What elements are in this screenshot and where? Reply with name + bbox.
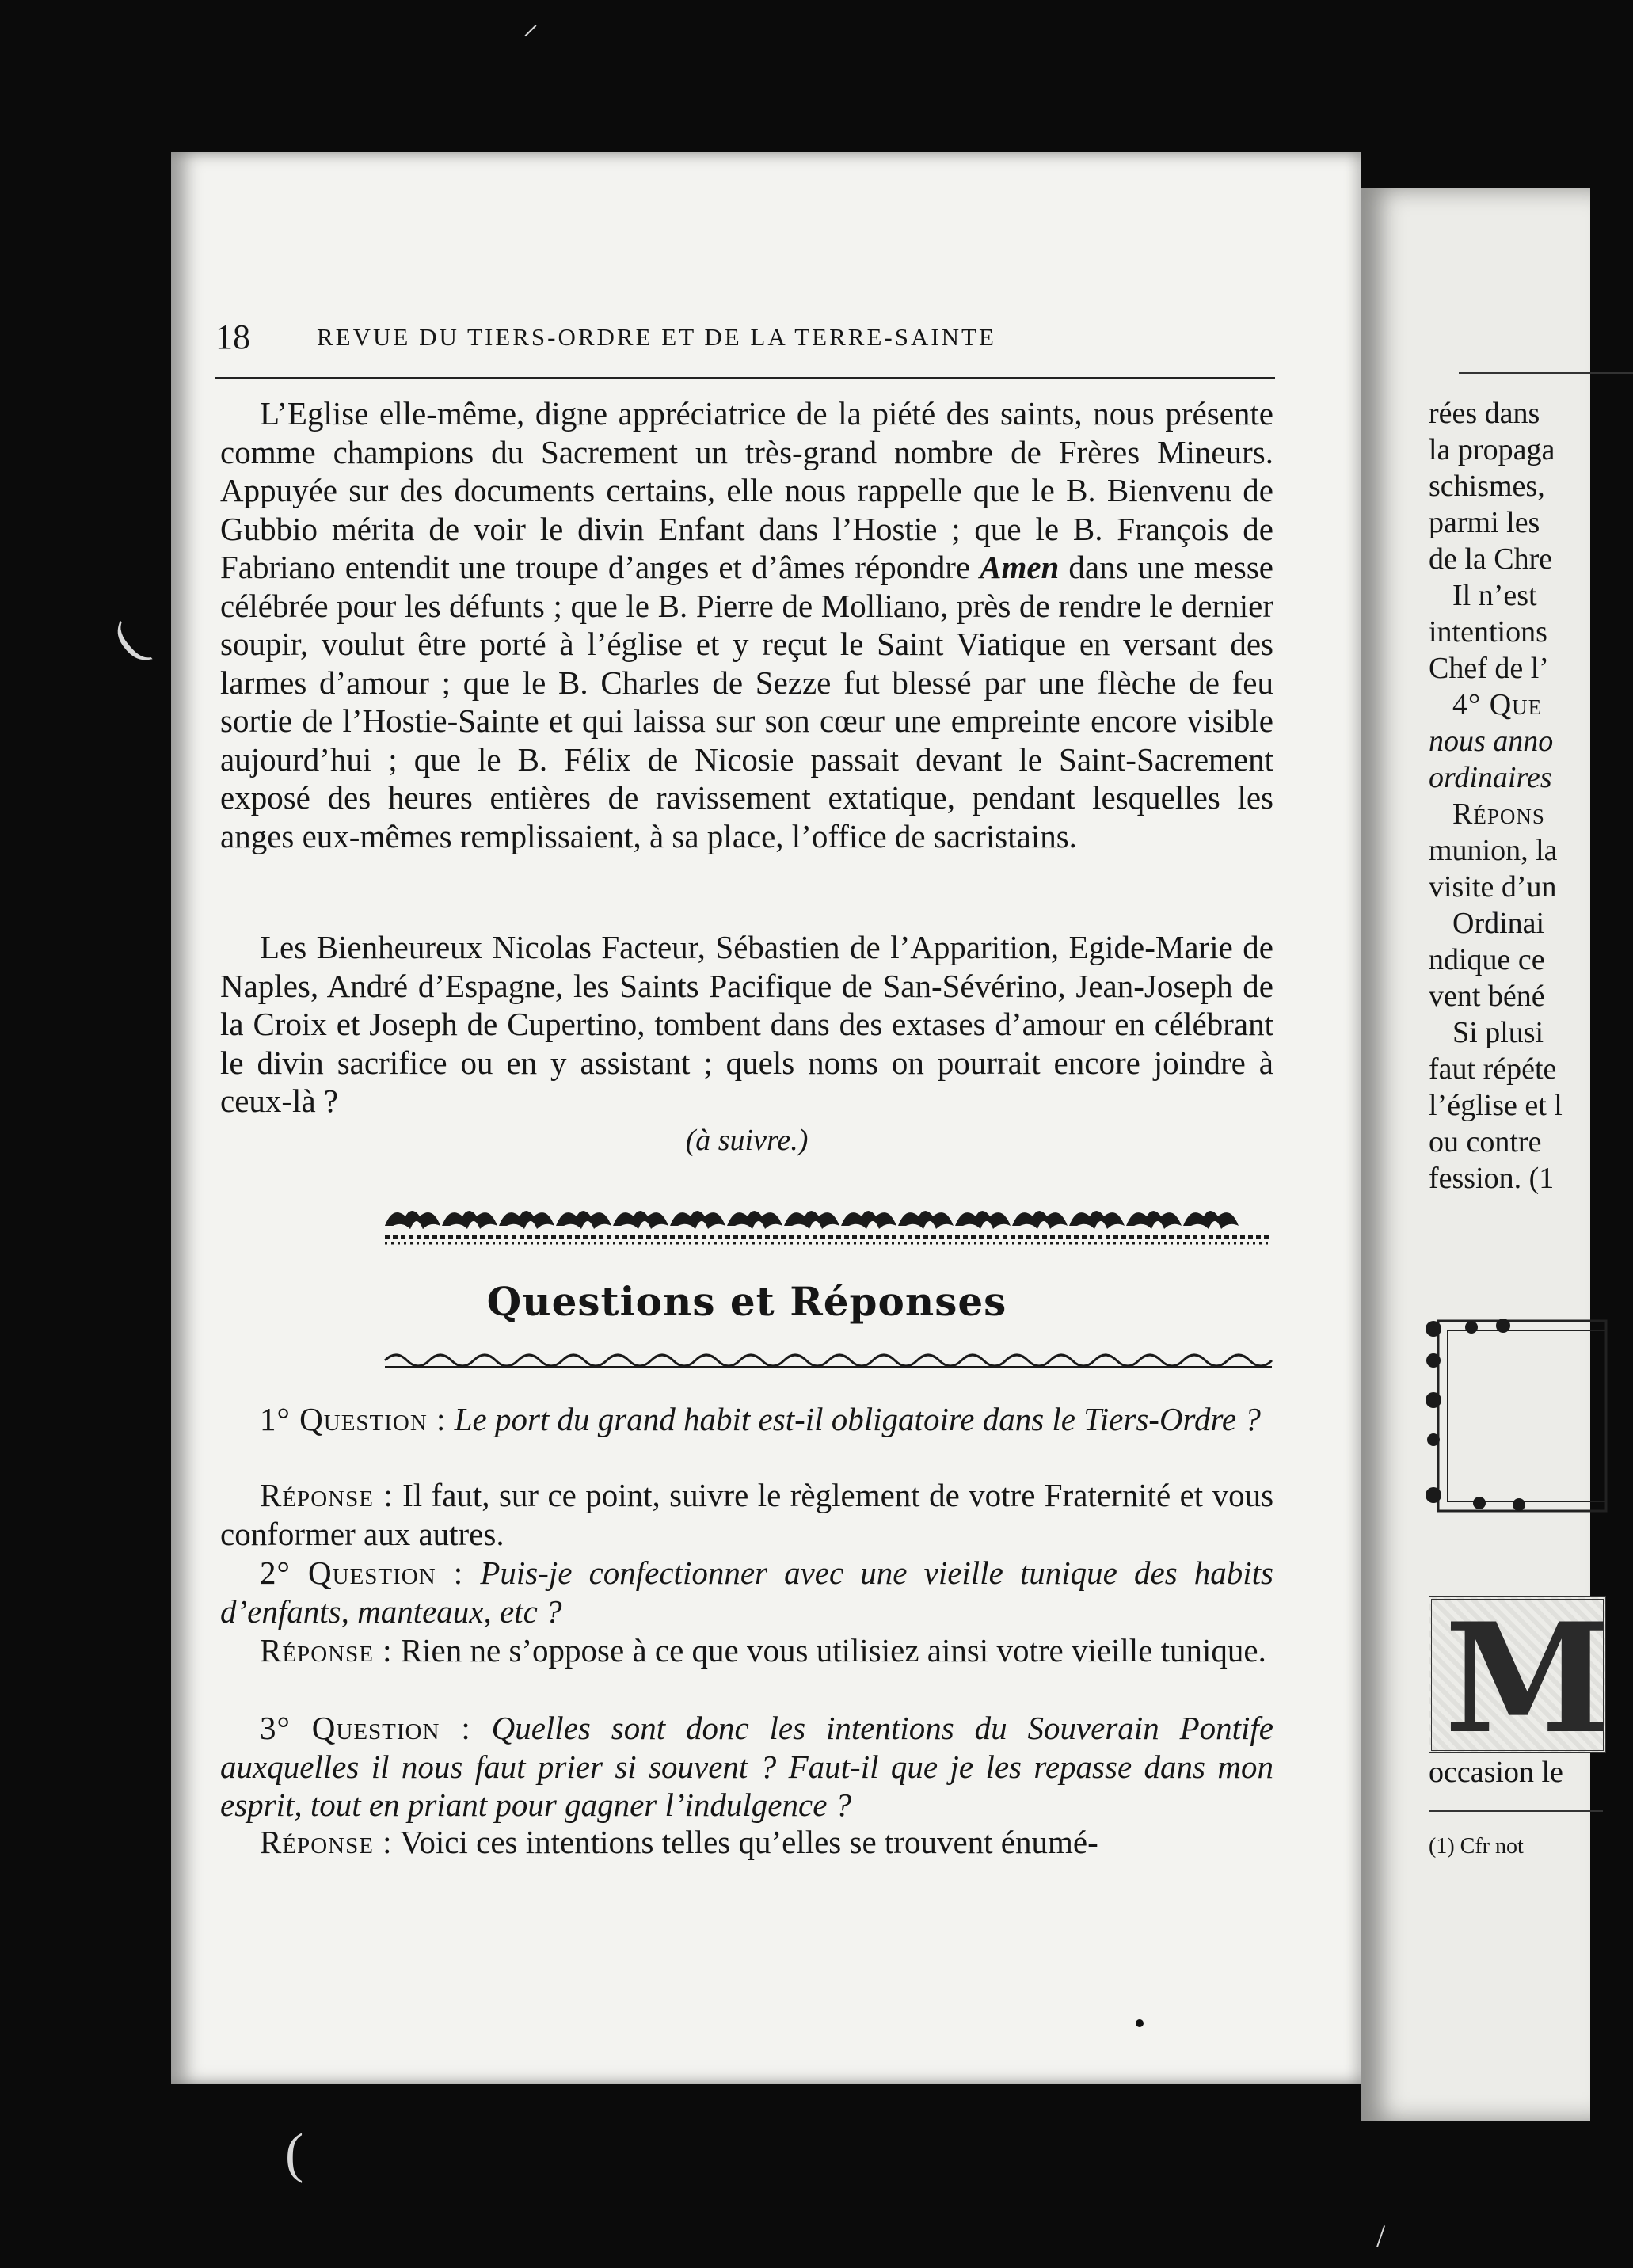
right-page-line: Chef de l’: [1429, 652, 1549, 685]
right-page-line: Si plusi: [1452, 1016, 1544, 1049]
answer-label: Réponse :: [260, 1632, 393, 1669]
right-page-line: vent béné: [1429, 980, 1545, 1013]
question-text: Le port du grand habit est-il obligatoire dans le Tiers-Ordre ?: [454, 1401, 1261, 1437]
page-number: 18: [215, 318, 250, 356]
scan-mark: ⸝: [523, 6, 539, 41]
right-page-header-rule: [1459, 372, 1633, 374]
body-paragraph-1: [220, 394, 1273, 855]
section-title: Questions et Réponses: [486, 1278, 1007, 1325]
right-page-line: l’église et l: [1429, 1089, 1563, 1122]
right-page-line: intentions: [1429, 615, 1547, 649]
question-text: Puis-je confectionner avec une vieille tunique des habits d’enfants, manteaux, etc ?: [220, 1554, 1274, 1630]
ornamental-divider: [385, 1202, 1272, 1248]
right-page-footnote: (1) Cfr not: [1429, 1834, 1524, 1859]
right-page-line: de la Chre: [1429, 542, 1553, 576]
scan-mark: (: [285, 2123, 304, 2184]
question-2: [220, 1554, 1273, 1631]
paragraph-text: L’Eglise elle-même, digne appréciatrice de la piété des saints, nous présente comme champions du Sacrement un très-grand nombre de Frères Mineurs. Appuyée sur des documents certains, elle nous rappelle que le B. Bienvenu de Gubbio mérita de voir le divin Enfant dans l’Hostie ; que le B. François de Fabriano entendit une troupe d’anges et d’âmes répondre: [220, 395, 1273, 585]
paragraph-text: Les Bienheureux Nicolas Facteur, Sébastien de l’Apparition, Egide-Marie de Naples, André d’Espagne, les Saints Pacifique de San-Sévérino, Jean-Joseph de la Croix et Joseph de Cupertino, tombent dans des extases d’amour en célébrant le divin sacrifice ou en y assistant ; quels noms on pourrait encore joindre à ceux-là ?: [220, 929, 1273, 1119]
answer-text: Voici ces intentions telles qu’elles se trouvent énumé-: [400, 1824, 1098, 1860]
answer-text: Rien ne s’oppose à ce que vous utilisiez ainsi votre vieille tunique.: [400, 1632, 1266, 1669]
right-page-line: rées dans: [1429, 397, 1540, 430]
answer-label: Réponse :: [260, 1477, 394, 1513]
dropcap-letter: M: [1429, 1596, 1606, 1753]
answer-label: Réponse :: [260, 1824, 393, 1860]
right-page-line: nous anno: [1429, 725, 1554, 758]
answer-text: Il faut, sur ce point, suivre le règlement de votre Fraternité et vous conformer aux autres.: [220, 1477, 1274, 1552]
question-3: [220, 1709, 1273, 1825]
answer-3: [220, 1823, 1273, 1862]
right-page-line: Ordinai: [1452, 907, 1545, 940]
question-text: Quelles sont donc les intentions du Souverain Pontife auxquelles il nous faut prier si souvent ? Faut-il que je les repasse dans mon esprit, tout en priant pour gagner l’indulgence ?: [220, 1710, 1273, 1823]
vine-ornament-frame: [1416, 1313, 1606, 1519]
right-page-line: munion, la: [1429, 834, 1558, 867]
right-page: [1361, 188, 1612, 2121]
question-label: 3° Question :: [260, 1710, 471, 1746]
right-page-line: ordinaires: [1429, 761, 1552, 794]
page-header: [215, 317, 1275, 379]
footnote-rule: [1429, 1810, 1603, 1812]
right-page-line: fession. (1: [1429, 1162, 1555, 1195]
right-page-line: ou contre: [1429, 1125, 1542, 1159]
right-page-line: faut répéte: [1429, 1052, 1557, 1086]
right-page-line: occasion le: [1429, 1756, 1563, 1789]
right-page-line: la propaga: [1429, 433, 1555, 466]
right-page-line: Il n’est: [1452, 579, 1537, 612]
ink-speck: [1136, 2019, 1144, 2027]
right-page-line: schismes,: [1429, 470, 1545, 503]
right-page-line: visite d’un: [1429, 870, 1557, 904]
answer-2: [220, 1631, 1273, 1670]
wave-divider: [385, 1349, 1272, 1372]
to-follow-note: (à suivre.): [685, 1124, 809, 1157]
question-label: 1° Question :: [260, 1401, 447, 1437]
question-1: [220, 1400, 1273, 1439]
question-label: 2° Question :: [260, 1554, 464, 1591]
scan-mark: /: [1376, 2218, 1386, 2254]
right-page-line: Répons: [1452, 797, 1545, 831]
running-head: REVUE DU TIERS-ORDRE ET DE LA TERRE-SAINTE: [317, 323, 996, 351]
paragraph-text: dans une messe célébrée pour les défunts ; que le B. Pierre de Molliano, près de rendre le dernier soupir, voulut être porté à l’église et y reçut le Saint Viatique en versant des larmes d’amour ; que le B. Charles de Sezze fut blessé par une flèche de feu sortie de l’Hostie-Sainte et qui laissa sur son cœur une empreinte encore visible aujourd’hui ; que le B. Félix de Nicosie passait devant le Saint-Sacrement exposé des heures entières de ravissement extatique, pendant lesquelles les anges eux-mêmes remplissaient, à sa place, l’office de sacristains.: [220, 549, 1273, 854]
emphasis-amen: Amen: [980, 549, 1060, 585]
right-page-line: parmi les: [1429, 506, 1540, 539]
right-page-line: ndique ce: [1429, 943, 1545, 976]
right-page-line: 4° Que: [1452, 688, 1543, 721]
body-paragraph-2: [220, 928, 1273, 1121]
scan-mark: (: [101, 611, 155, 671]
answer-1: [220, 1476, 1273, 1553]
